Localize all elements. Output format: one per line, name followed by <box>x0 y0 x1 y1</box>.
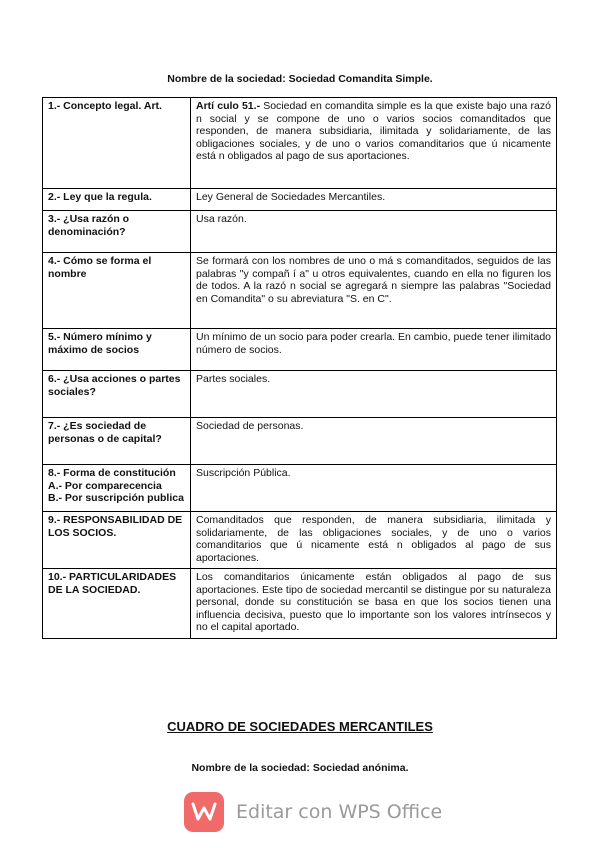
row-label-line: B.- Por suscripción publica <box>48 492 184 504</box>
row-value-text: Sociedad en comandita simple es la que existe bajo una razó n social y se compone de uno o varios socios comanditados que responden, de manera subsidiaria, ilimitada y solidariamente, de las obligaciones sociales, y de uno o varios comanditarios que ú nicamente está n obligados al pago de sus aportaciones. <box>196 100 551 162</box>
row-label <box>43 253 191 329</box>
row-label-line: 7.- ¿Es sociedad de <box>48 420 147 432</box>
table-row <box>43 329 557 371</box>
row-label <box>43 189 191 211</box>
row-value <box>191 211 557 253</box>
company-name-heading-2: Nombre de la sociedad: Sociedad anónima. <box>191 762 409 774</box>
row-label-line: 10.- PARTICULARIDADES <box>48 571 177 583</box>
row-label-line: DE LA SOCIEDAD. <box>48 583 141 596</box>
row-value-text: Ley General de Sociedades Mercantiles. <box>196 191 386 203</box>
row-label-line: nombre <box>48 267 87 280</box>
row-label-line: 2.- Ley que la regula. <box>48 191 152 203</box>
row-label-line: 5.- Número mínimo y <box>48 331 152 343</box>
row-value-text: Partes sociales. <box>196 373 271 385</box>
row-value <box>191 465 557 512</box>
row-label-line: A.- Por comparecencia <box>48 479 162 492</box>
wps-watermark[interactable] <box>184 791 442 833</box>
row-label <box>43 512 191 569</box>
section-title: CUADRO DE SOCIEDADES MERCANTILES <box>167 719 433 734</box>
row-label <box>43 211 191 253</box>
table-row <box>43 189 557 211</box>
table-row <box>43 253 557 329</box>
table-row <box>43 98 557 189</box>
row-label <box>43 98 191 189</box>
row-label-line: 6.- ¿Usa acciones o partes <box>48 373 181 385</box>
table-row <box>43 211 557 253</box>
row-label-line: sociales? <box>48 385 96 398</box>
row-label-line: personas o de capital? <box>48 432 162 445</box>
row-value <box>191 371 557 418</box>
row-label-line: 9.- RESPONSABILIDAD DE <box>48 514 183 526</box>
row-label-line: 8.- Forma de constitución <box>48 467 176 479</box>
article-reference: Artí culo 51.- <box>196 100 261 112</box>
row-label <box>43 465 191 512</box>
row-value-text: Sociedad de personas. <box>196 420 304 432</box>
row-label-line: 1.- Concepto legal. Art. <box>48 100 162 112</box>
row-label-line: 3.- ¿Usa razón o <box>48 213 130 225</box>
row-value-text: Usa razón. <box>196 213 247 225</box>
wps-watermark-text: Editar con WPS Office <box>236 801 443 823</box>
row-value <box>191 329 557 371</box>
row-label-line: máximo de socios <box>48 343 140 356</box>
table-row <box>43 465 557 512</box>
table-row <box>43 512 557 569</box>
row-label <box>43 329 191 371</box>
row-value <box>191 569 557 639</box>
row-value-text: Comanditados que responden, de manera subsidiaria, ilimitada y solidariamente, de las obligaciones sociales, y de uno o varios comanditarios que ú nicamente está n obligados al pago de sus aportaciones. <box>196 514 551 564</box>
wps-logo-icon <box>184 792 224 832</box>
row-value <box>191 98 557 189</box>
company-name-heading: Nombre de la sociedad: Sociedad Comandita Simple. <box>167 73 433 85</box>
row-value <box>191 189 557 211</box>
row-value-text: Suscripción Pública. <box>196 467 291 479</box>
row-label-line: 4.- Cómo se forma el <box>48 255 152 267</box>
row-label-line: denominación? <box>48 225 126 238</box>
row-value-text: Un mínimo de un socio para poder crearla. En cambio, puede tener ilimitado número de socios. <box>196 331 551 356</box>
row-value-text: Se formará con los nombres de uno o má s comanditados, seguidos de las palabras "y compañ í a" u otros equivalentes, cuando en ella no figuren los de todos. A la razó n social se agregará n siempre las palabras "Sociedad en Comandita" o su abreviatura "S. en C". <box>196 255 551 305</box>
company-info-table <box>42 97 557 639</box>
row-label <box>43 418 191 465</box>
row-value <box>191 253 557 329</box>
row-value <box>191 418 557 465</box>
row-value-text: Los comanditarios únicamente están obligados al pago de sus aportaciones. Este tipo de sociedad mercantil se distingue por su naturaleza personal, donde su constitución se basa en que los socios tienen una influencia decisiva, puesto que lo importante son los valores intrínsecos y no el capital aportado. <box>196 571 551 633</box>
row-value <box>191 512 557 569</box>
row-label <box>43 371 191 418</box>
table-row <box>43 569 557 639</box>
table-row <box>43 418 557 465</box>
table-row <box>43 371 557 418</box>
row-label <box>43 569 191 639</box>
row-label-line: LOS SOCIOS. <box>48 526 117 539</box>
